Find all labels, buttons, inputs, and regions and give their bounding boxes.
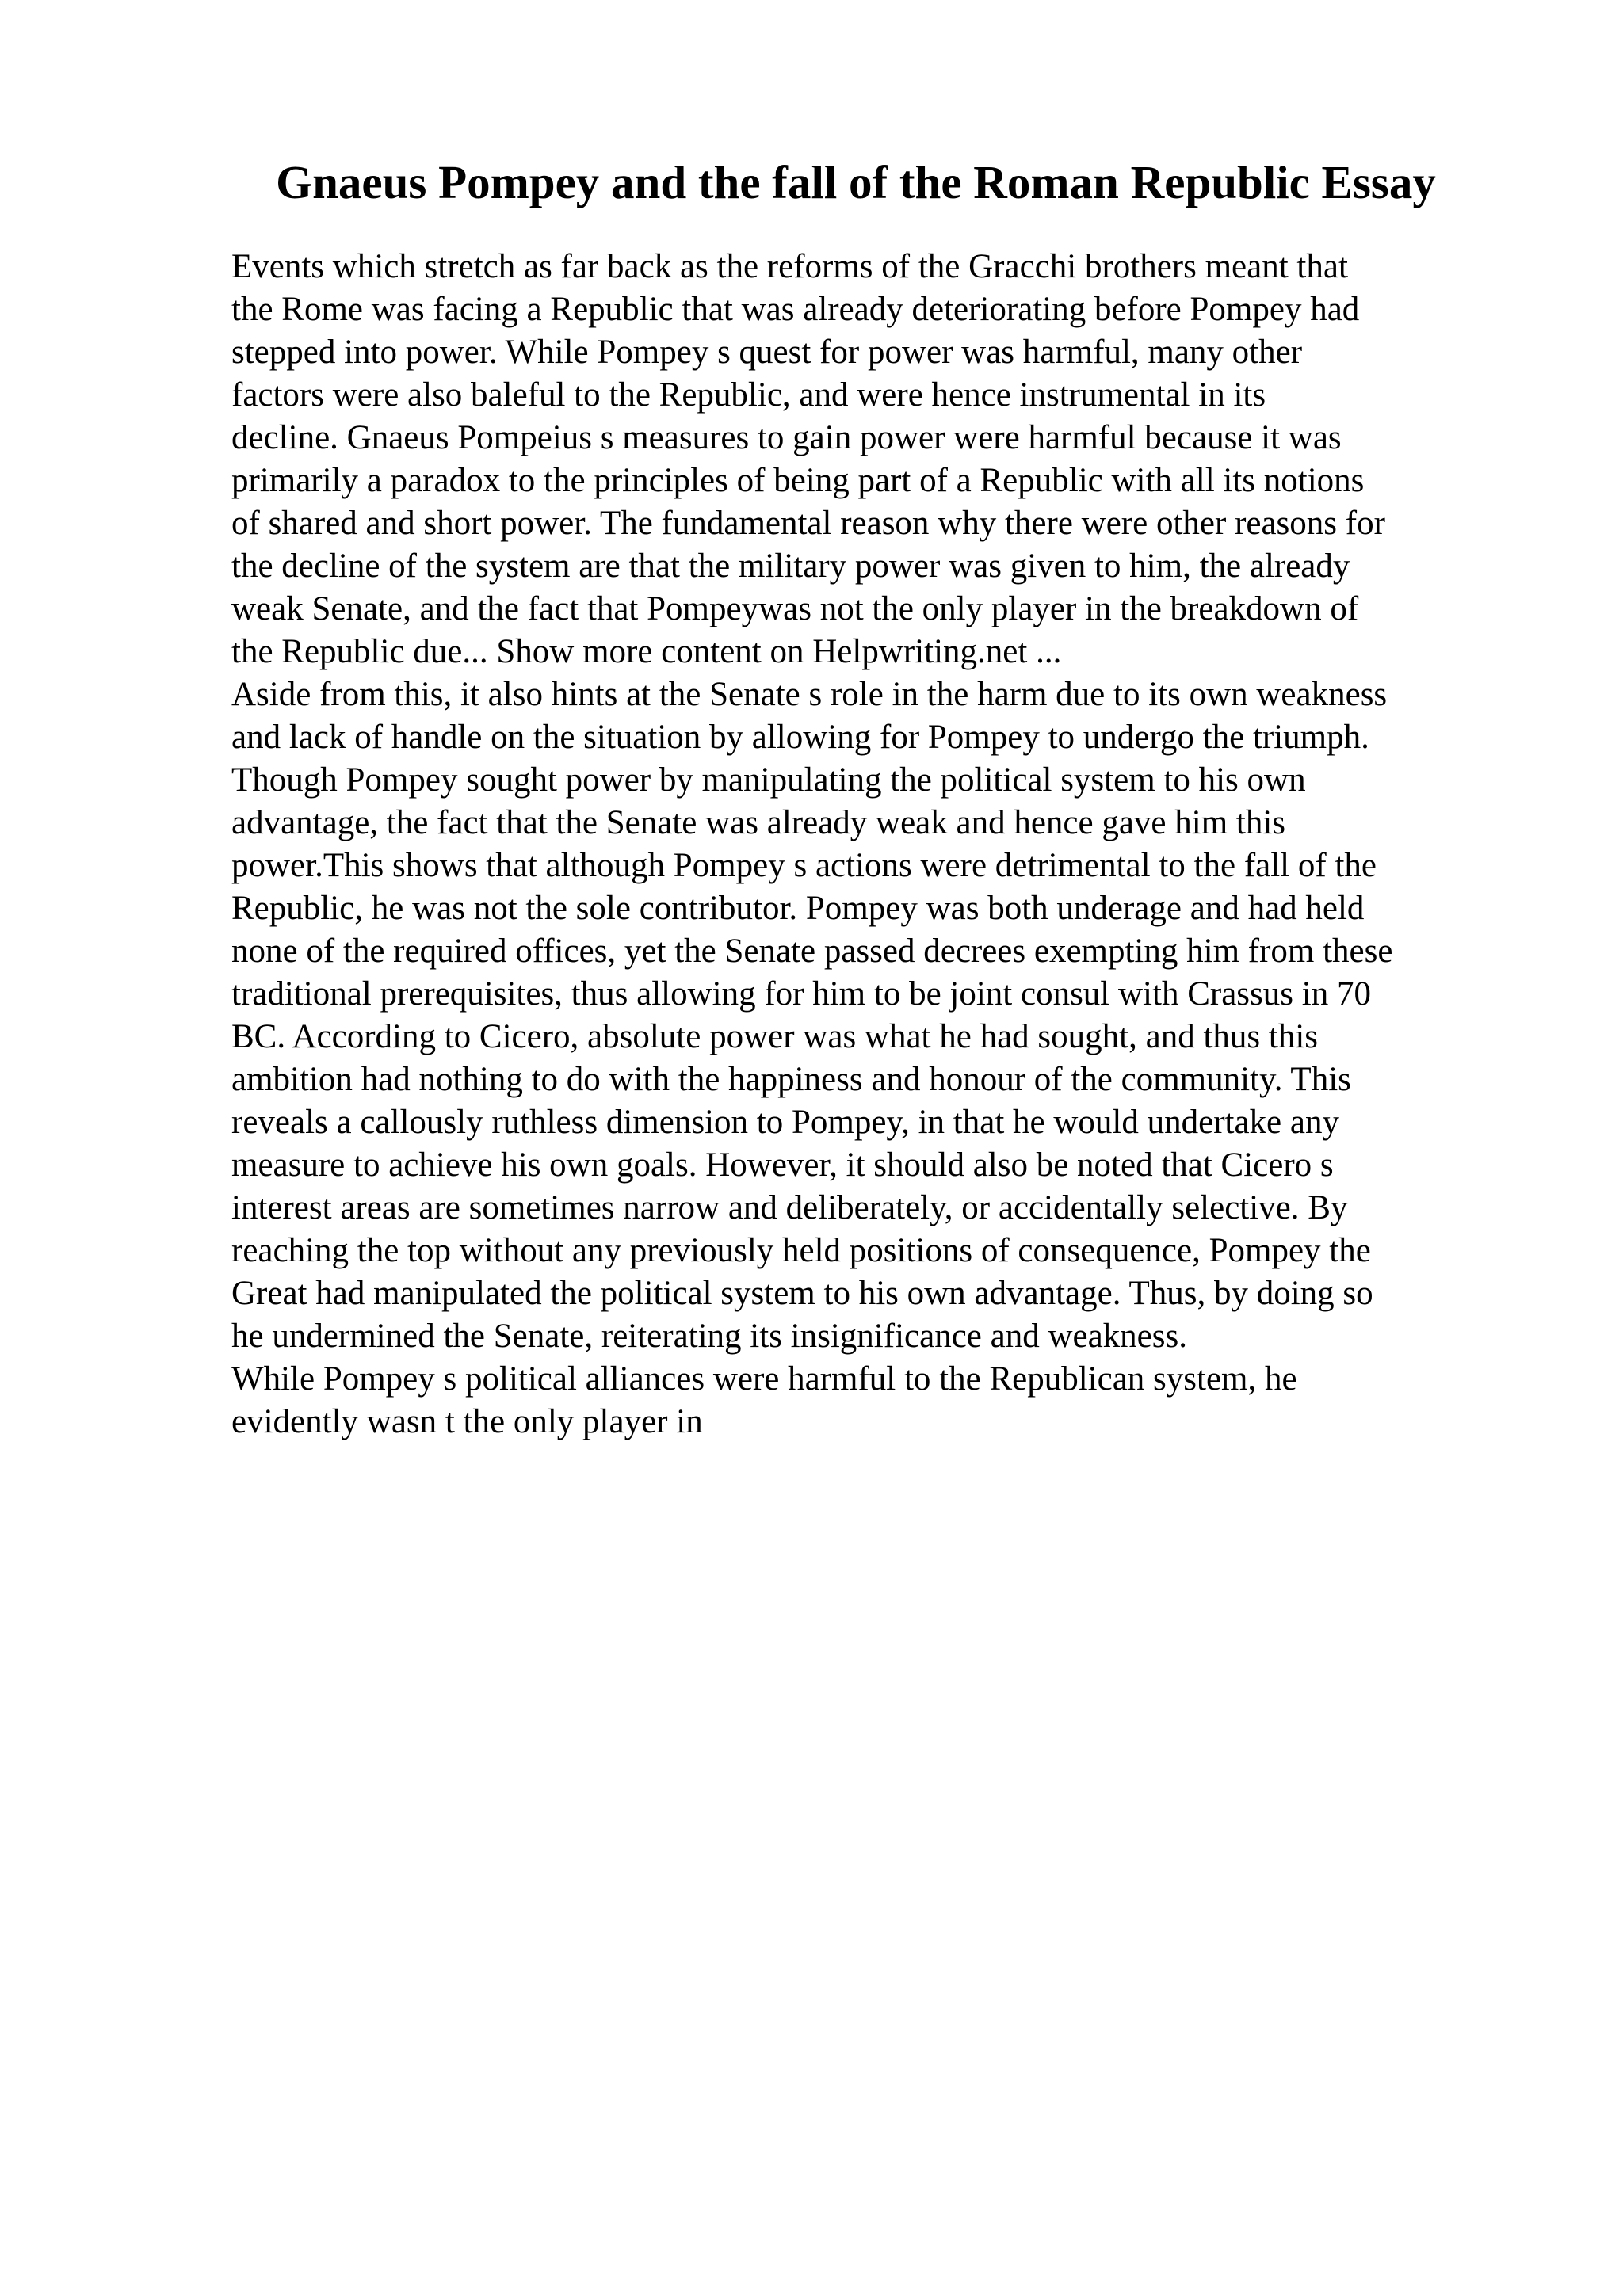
text-line: ambition had nothing to do with the happiness and honour of the community. This (231, 1061, 1351, 1098)
text-line: of shared and short power. The fundamental reason why there were other reasons for (231, 505, 1385, 542)
text-line: power.This shows that although Pompey s actions were detrimental to the fall of the (231, 847, 1377, 884)
text-line: decline. Gnaeus Pompeius s measures to gain power were harmful because it was (231, 419, 1342, 456)
text-line: weak Senate, and the fact that Pompeywas not the only player in the breakdown of (231, 590, 1359, 627)
text-line: Great had manipulated the political system to his own advantage. Thus, by doing so (231, 1275, 1373, 1312)
text-line: none of the required offices, yet the Senate passed decrees exempting him from these (231, 933, 1393, 970)
text-line: and lack of handle on the situation by allowing for Pompey to undergo the triumph. (231, 719, 1369, 756)
text-line: traditional prerequisites, thus allowing for him to be joint consul with Crassus in 70 (231, 975, 1371, 1013)
text-line: measure to achieve his own goals. However, it should also be noted that Cicero s (231, 1146, 1334, 1184)
essay-body (231, 246, 1499, 1444)
text-line: interest areas are sometimes narrow and deliberately, or accidentally selective. By (231, 1189, 1348, 1226)
text-line: While Pompey s political alliances were harmful to the Republican system, he (231, 1360, 1297, 1398)
document-title: Gnaeus Pompey and the fall of the Roman Republic Essay (276, 156, 1436, 208)
text-line: the Republic due... Show more content on Helpwriting.net ... (231, 633, 1062, 670)
text-line: factors were also baleful to the Republic, and were hence instrumental in its (231, 376, 1266, 414)
text-line: advantage, the fact that the Senate was already weak and hence gave him this (231, 804, 1286, 841)
text-line: reveals a callously ruthless dimension to Pompey, in that he would undertake any (231, 1104, 1339, 1141)
text-line: the Rome was facing a Republic that was already deteriorating before Pompey had (231, 291, 1360, 328)
text-line: stepped into power. While Pompey s quest for power was harmful, many other (231, 334, 1303, 371)
text-line: evidently wasn t the only player in (231, 1403, 703, 1440)
text-line: Though Pompey sought power by manipulating the political system to his own (231, 761, 1306, 799)
text-line: Events which stretch as far back as the reforms of the Gracchi brothers meant that (231, 248, 1348, 285)
text-line: primarily a paradox to the principles of being part of a Republic with all its notions (231, 462, 1365, 499)
text-line: he undermined the Senate, reiterating its insignificance and weakness. (231, 1318, 1187, 1355)
text-line: the decline of the system are that the military power was given to him, the already (231, 547, 1350, 585)
text-line: reaching the top without any previously held positions of consequence, Pompey the (231, 1232, 1371, 1269)
text-line: BC. According to Cicero, absolute power was what he had sought, and thus this (231, 1018, 1319, 1055)
text-line: Aside from this, it also hints at the Senate s role in the harm due to its own weakness (231, 676, 1388, 713)
text-line: Republic, he was not the sole contributor. Pompey was both underage and had held (231, 890, 1365, 927)
